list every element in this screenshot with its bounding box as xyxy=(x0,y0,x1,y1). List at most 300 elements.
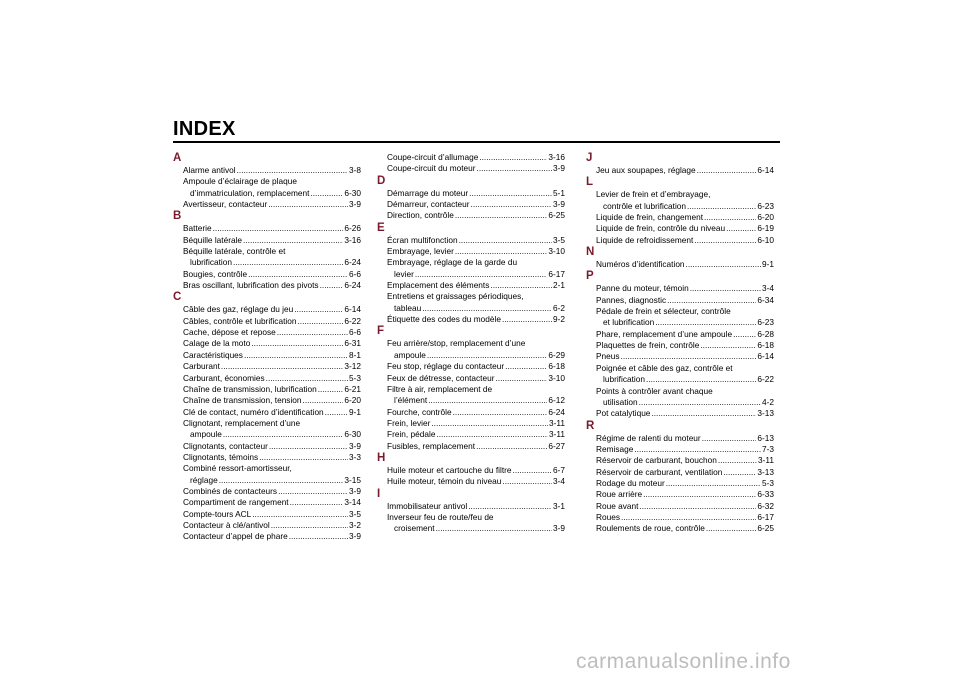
dot-leader xyxy=(219,475,344,486)
index-entry xyxy=(173,429,361,440)
entry-label: Pneus xyxy=(596,351,620,362)
dot-leader xyxy=(252,509,348,520)
index-entry xyxy=(173,520,361,531)
section-letter: N xyxy=(586,246,595,259)
index-entry xyxy=(586,351,774,362)
index-entry xyxy=(586,512,774,523)
entry-page-number: 6-18 xyxy=(757,340,774,351)
entry-label: Alarme antivol xyxy=(183,165,236,175)
dot-leader xyxy=(726,223,756,234)
entry-label: Huile moteur et cartouche du filtre xyxy=(387,464,512,475)
entry-page-number: 3-4 xyxy=(553,476,565,487)
dot-leader xyxy=(495,373,547,384)
entry-page-number: 6-6 xyxy=(349,268,361,279)
index-entry xyxy=(173,257,361,268)
entry-page-number: 3-8 xyxy=(349,165,361,175)
entry-label: Liquide de refroidissement xyxy=(596,234,694,245)
entry-page-number: 3-14 xyxy=(344,497,361,508)
index-entry xyxy=(173,373,361,384)
entry-page-number: 6-25 xyxy=(757,523,774,534)
index-entry xyxy=(173,452,361,463)
index-entry xyxy=(586,374,774,385)
entry-label: Fusibles, remplacement xyxy=(387,440,476,451)
index-entry xyxy=(173,280,361,291)
index-entry xyxy=(586,340,774,351)
entry-label: Roue avant xyxy=(596,500,639,511)
dot-leader xyxy=(455,210,548,221)
entry-page-number: 6-22 xyxy=(757,374,774,385)
dot-leader xyxy=(415,269,548,280)
entry-page-number: 3-9 xyxy=(553,163,565,174)
page-title: INDEX xyxy=(173,118,236,140)
dot-leader xyxy=(251,338,343,349)
index-entry xyxy=(173,361,361,372)
entry-page-number: 6-32 xyxy=(757,500,774,511)
entry-page-number: 3-11 xyxy=(758,455,774,466)
entry-label: Compartiment de rangement xyxy=(183,497,289,508)
entry-page-number: 6-31 xyxy=(344,338,361,349)
dot-leader xyxy=(718,455,757,466)
index-entry xyxy=(377,246,565,257)
entry-label: Immobilisateur antivol xyxy=(387,500,468,511)
entry-page-number: 3-5 xyxy=(349,508,361,519)
entry-label: Liquide de frein, changement xyxy=(596,212,704,223)
dot-leader xyxy=(428,395,547,406)
entry-page-number: 6-17 xyxy=(757,511,774,522)
dot-leader xyxy=(455,246,548,257)
index-entry xyxy=(173,407,361,418)
entry-label: Embrayage, levier xyxy=(387,246,454,257)
index-entry xyxy=(586,478,774,489)
entry-label: Rodage du moteur xyxy=(596,477,665,488)
entry-page-number: 6-2 xyxy=(553,302,565,313)
entry-page-number: 6-23 xyxy=(757,200,774,211)
dot-leader xyxy=(436,523,552,534)
index-entry xyxy=(377,418,565,429)
index-entry xyxy=(173,165,361,176)
dot-leader xyxy=(477,163,552,174)
entry-label: Jeu aux soupapes, réglage xyxy=(596,165,696,175)
entry-page-number: 6-33 xyxy=(757,489,774,500)
entry-label: Béquille latérale xyxy=(183,234,243,245)
index-entry xyxy=(586,317,774,328)
entry-label: Réservoir de carburant, bouchon xyxy=(596,455,717,466)
index-entry xyxy=(173,188,361,199)
entry-page-number: 3-11 xyxy=(549,417,565,428)
entry-page-number: 3-13 xyxy=(757,466,774,477)
entry-page-number: 6-10 xyxy=(757,234,774,245)
entry-label: Frein, pédale xyxy=(387,429,436,440)
entry-page-number: 3-9 xyxy=(349,440,361,451)
entry-label: Bougies, contrôle xyxy=(183,268,248,279)
index-entry: Inverseur feu de route/feu de xyxy=(387,511,494,522)
entry-label: Pot catalytique xyxy=(596,408,651,419)
dot-leader xyxy=(690,283,761,294)
entry-label: Panne du moteur, témoin xyxy=(596,283,689,294)
title-rule xyxy=(173,141,780,143)
entry-label: Câble des gaz, réglage du jeu xyxy=(183,304,294,315)
dot-leader xyxy=(325,407,348,418)
index-entry: Feu arrière/stop, remplacement d’une xyxy=(387,338,526,349)
dot-leader xyxy=(505,361,547,372)
index-entry xyxy=(173,327,361,338)
index-entry: Pédale de frein et sélecteur, contrôle xyxy=(596,306,731,317)
index-entry xyxy=(586,523,774,534)
entry-label: l’élément xyxy=(394,395,428,406)
entry-page-number: 3-11 xyxy=(549,429,565,440)
entry-label: Écran multifonction xyxy=(387,234,458,245)
entry-page-number: 6-13 xyxy=(757,432,774,443)
index-entry xyxy=(173,304,361,315)
dot-leader xyxy=(697,165,757,176)
entry-label: Huile moteur, témoin du niveau xyxy=(387,476,502,487)
index-entry xyxy=(586,212,774,223)
index-entry xyxy=(377,152,565,163)
entry-page-number: 6-26 xyxy=(344,223,361,234)
index-entry: Points à contrôler avant chaque xyxy=(596,385,713,396)
entry-page-number: 6-17 xyxy=(548,268,565,279)
index-entry xyxy=(173,531,361,542)
index-entry xyxy=(377,395,565,406)
entry-label: Direction, contrôle xyxy=(387,210,454,221)
index-entry xyxy=(173,486,361,497)
entry-label: lubrification xyxy=(190,257,232,268)
index-entry xyxy=(377,188,565,199)
entry-page-number: 7-3 xyxy=(762,443,774,454)
index-entry: Levier de frein et d’embrayage, xyxy=(596,189,711,200)
entry-label: Feu stop, réglage du contacteur xyxy=(387,361,505,372)
entry-label: Caractéristiques xyxy=(183,349,243,360)
entry-label: Coupe-circuit du moteur xyxy=(387,163,476,174)
entry-label: croisement xyxy=(394,523,435,534)
dot-leader xyxy=(459,235,552,246)
entry-label: ampoule xyxy=(394,349,426,360)
entry-page-number: 6-29 xyxy=(548,349,565,360)
dot-leader xyxy=(297,316,343,327)
dot-leader xyxy=(651,408,756,419)
index-entry xyxy=(377,280,565,291)
entry-page-number: 6-6 xyxy=(349,327,361,338)
index-entry xyxy=(586,295,774,306)
entry-label: Démarreur, contacteur xyxy=(387,199,470,210)
entry-page-number: 6-12 xyxy=(548,395,565,406)
index-entry: Clignotant, remplacement d’une xyxy=(183,417,301,428)
entry-label: Contacteur à clé/antivol xyxy=(183,519,270,530)
entry-page-number: 6-24 xyxy=(344,257,361,268)
entry-page-number: 6-14 xyxy=(757,165,774,175)
section-letter: I xyxy=(377,487,381,500)
dot-leader xyxy=(268,199,348,210)
index-entry xyxy=(377,303,565,314)
entry-page-number: 3-4 xyxy=(762,283,774,294)
index-entry xyxy=(377,501,565,512)
index-entry xyxy=(586,489,774,500)
index-entry xyxy=(586,433,774,444)
entry-page-number: 6-20 xyxy=(344,395,361,406)
entry-label: Batterie xyxy=(183,223,212,234)
dot-leader xyxy=(427,350,548,361)
entry-label: Combinés de contacteurs xyxy=(183,485,278,496)
entry-page-number: 9-2 xyxy=(553,314,565,325)
index-entry xyxy=(377,441,565,452)
index-entry xyxy=(377,314,565,325)
dot-leader xyxy=(700,340,756,351)
entry-page-number: 6-25 xyxy=(548,210,565,221)
entry-label: Contacteur d’appel de phare xyxy=(183,531,288,542)
entry-label: Remisage xyxy=(596,443,634,454)
entry-page-number: 5-3 xyxy=(762,477,774,488)
entry-page-number: 3-9 xyxy=(349,531,361,542)
dot-leader xyxy=(666,478,761,489)
section-letter: H xyxy=(377,451,386,464)
index-column-2 xyxy=(377,152,565,535)
entry-page-number: 9-1 xyxy=(762,259,774,270)
index-entry xyxy=(173,509,361,520)
index-entry xyxy=(173,338,361,349)
entry-page-number: 3-9 xyxy=(349,485,361,496)
entry-label: Emplacement des éléments xyxy=(387,280,490,291)
entry-label: Régime de ralenti du moteur xyxy=(596,432,701,443)
entry-page-number: 6-23 xyxy=(757,317,774,328)
index-entry xyxy=(173,223,361,234)
index-entry xyxy=(586,501,774,512)
entry-label: utilisation xyxy=(603,396,638,407)
entry-label: Cache, dépose et repose xyxy=(183,327,276,338)
section-letter: A xyxy=(173,152,182,164)
dot-leader xyxy=(320,280,344,291)
dot-leader xyxy=(479,152,547,163)
entry-page-number: 3-15 xyxy=(344,474,361,485)
index-entry xyxy=(173,316,361,327)
dot-leader xyxy=(621,512,756,523)
entry-page-number: 6-28 xyxy=(757,328,774,339)
dot-leader xyxy=(471,199,552,210)
index-entry xyxy=(173,350,361,361)
dot-leader xyxy=(289,531,348,542)
index-entry: Béquille latérale, contrôle et xyxy=(183,246,286,257)
entry-label: Bras oscillant, lubrification des pivots xyxy=(183,280,319,291)
entry-page-number: 6-30 xyxy=(344,187,361,198)
dot-leader xyxy=(513,465,552,476)
dot-leader xyxy=(687,201,756,212)
entry-label: levier xyxy=(394,268,414,279)
entry-label: Fourche, contrôle xyxy=(387,406,452,417)
dot-leader xyxy=(277,327,348,338)
entry-label: lubrification xyxy=(603,374,645,385)
dot-leader xyxy=(502,314,552,325)
entry-page-number: 3-3 xyxy=(349,451,361,462)
index-entry xyxy=(586,259,774,270)
entry-label: réglage xyxy=(190,474,218,485)
entry-page-number: 6-34 xyxy=(757,294,774,305)
dot-leader xyxy=(704,212,756,223)
entry-label: Plaquettes de frein, contrôle xyxy=(596,340,700,351)
section-letter: P xyxy=(586,270,594,283)
entry-page-number: 6-20 xyxy=(757,212,774,223)
dot-leader xyxy=(269,441,348,452)
index-entry xyxy=(586,329,774,340)
dot-leader xyxy=(221,361,343,372)
dot-leader xyxy=(490,280,552,291)
dot-leader xyxy=(621,351,757,362)
entry-page-number: 3-10 xyxy=(548,372,565,383)
index-entry xyxy=(586,283,774,294)
section-letter: J xyxy=(586,152,593,164)
dot-leader xyxy=(639,397,761,408)
index-entry: Filtre à air, remplacement de xyxy=(387,383,493,394)
entry-page-number: 9-1 xyxy=(349,406,361,417)
dot-leader xyxy=(436,429,548,440)
index-entry xyxy=(173,395,361,406)
section-letter: C xyxy=(173,291,182,304)
index-entry xyxy=(173,497,361,508)
dot-leader xyxy=(469,188,552,199)
entry-page-number: 3-1 xyxy=(553,500,565,511)
entry-page-number: 6-14 xyxy=(757,351,774,362)
entry-label: Frein, levier xyxy=(387,417,431,428)
dot-leader xyxy=(639,501,756,512)
entry-page-number: 6-24 xyxy=(548,406,565,417)
entry-label: Étiquette des codes du modèle xyxy=(387,314,501,325)
entry-page-number: 6-7 xyxy=(553,464,565,475)
entry-page-number: 6-27 xyxy=(548,440,565,451)
section-letter: L xyxy=(586,176,594,189)
dot-leader xyxy=(271,520,348,531)
index-entry xyxy=(173,384,361,395)
entry-label: Feux de détresse, contacteur xyxy=(387,372,495,383)
index-entry: Combiné ressort-amortisseur, xyxy=(183,463,292,474)
index-entry xyxy=(173,235,361,246)
index-entry xyxy=(377,361,565,372)
entry-page-number: 3-16 xyxy=(344,234,361,245)
entry-label: Clé de contact, numéro d’identification xyxy=(183,406,324,417)
section-letter: F xyxy=(377,325,385,338)
index-entry xyxy=(377,210,565,221)
entry-label: Carburant xyxy=(183,361,220,372)
dot-leader xyxy=(237,165,348,176)
entry-page-number: 3-9 xyxy=(553,523,565,534)
entry-label: Câbles, contrôle et lubrification xyxy=(183,315,297,326)
dot-leader xyxy=(310,188,343,199)
dot-leader xyxy=(686,259,761,270)
index-entry: Ampoule d’éclairage de plaque xyxy=(183,176,297,187)
section-letter: D xyxy=(377,174,386,187)
entry-label: Calage de la moto xyxy=(183,338,251,349)
index-entry xyxy=(173,441,361,452)
index-entry xyxy=(377,476,565,487)
index-entry xyxy=(586,235,774,246)
dot-leader xyxy=(259,452,348,463)
index-entry xyxy=(377,350,565,361)
entry-label: Compte-tours ACL xyxy=(183,508,252,519)
index-entry: Poignée et câble des gaz, contrôle et xyxy=(596,362,733,373)
entry-label: d’immatriculation, remplacement xyxy=(190,187,310,198)
index-entry: Embrayage, réglage de la garde du xyxy=(387,257,518,268)
entry-page-number: 3-9 xyxy=(553,199,565,210)
dot-leader xyxy=(468,501,552,512)
dot-leader xyxy=(655,317,756,328)
index-entry: Entretiens et graissages périodiques, xyxy=(387,291,524,302)
dot-leader xyxy=(476,441,547,452)
entry-page-number: 3-16 xyxy=(548,152,565,162)
entry-label: Coupe-circuit d’allumage xyxy=(387,152,479,162)
index-entry xyxy=(586,444,774,455)
entry-page-number: 3-12 xyxy=(344,361,361,372)
watermark-text: carmanualsonline.info xyxy=(576,650,791,673)
entry-label: Réservoir de carburant, ventilation xyxy=(596,466,723,477)
index-entry xyxy=(377,465,565,476)
dot-leader xyxy=(266,373,348,384)
index-entry xyxy=(377,163,565,174)
dot-leader xyxy=(223,429,344,440)
entry-page-number: 5-3 xyxy=(349,372,361,383)
entry-page-number: 3-13 xyxy=(757,408,774,419)
index-entry xyxy=(586,223,774,234)
index-entry xyxy=(377,373,565,384)
entry-label: Roulements de roue, contrôle xyxy=(596,523,705,534)
index-entry xyxy=(173,199,361,210)
dot-leader xyxy=(294,304,343,315)
section-letter: R xyxy=(586,419,595,432)
index-entry xyxy=(377,269,565,280)
index-entry xyxy=(586,397,774,408)
dot-leader xyxy=(431,418,548,429)
index-column-1 xyxy=(173,152,361,543)
dot-leader xyxy=(422,303,552,314)
dot-leader xyxy=(278,486,348,497)
dot-leader xyxy=(706,523,757,534)
index-entry xyxy=(377,429,565,440)
entry-label: Pannes, diagnostic xyxy=(596,294,667,305)
index-entry xyxy=(173,475,361,486)
dot-leader xyxy=(303,395,344,406)
entry-page-number: 6-21 xyxy=(344,383,361,394)
entry-page-number: 4-2 xyxy=(762,396,774,407)
dot-leader xyxy=(248,269,348,280)
dot-leader xyxy=(243,235,343,246)
entry-label: Phare, remplacement d’une ampoule xyxy=(596,328,733,339)
entry-label: Clignotants, témoins xyxy=(183,451,259,462)
index-entry xyxy=(173,269,361,280)
index-entry xyxy=(586,455,774,466)
entry-label: Carburant, économies xyxy=(183,372,265,383)
entry-label: Avertisseur, contacteur xyxy=(183,199,268,210)
dot-leader xyxy=(502,476,552,487)
entry-page-number: 6-18 xyxy=(548,361,565,372)
entry-label: Numéros d’identification xyxy=(596,259,685,270)
dot-leader xyxy=(213,223,344,234)
section-letter: B xyxy=(173,210,182,223)
index-entry xyxy=(377,407,565,418)
dot-leader xyxy=(646,374,756,385)
dot-leader xyxy=(702,433,757,444)
entry-page-number: 6-22 xyxy=(344,315,361,326)
dot-leader xyxy=(233,257,343,268)
entry-label: ampoule xyxy=(190,429,222,440)
entry-label: tableau xyxy=(394,302,422,313)
dot-leader xyxy=(694,235,756,246)
section-letter: E xyxy=(377,221,385,234)
entry-page-number: 3-10 xyxy=(548,246,565,257)
dot-leader xyxy=(643,489,756,500)
index-entry xyxy=(586,165,774,176)
dot-leader xyxy=(453,407,548,418)
entry-page-number: 3-9 xyxy=(349,199,361,210)
index-entry xyxy=(377,523,565,534)
dot-leader xyxy=(318,384,344,395)
entry-page-number: 6-14 xyxy=(344,304,361,315)
index-entry xyxy=(586,201,774,212)
